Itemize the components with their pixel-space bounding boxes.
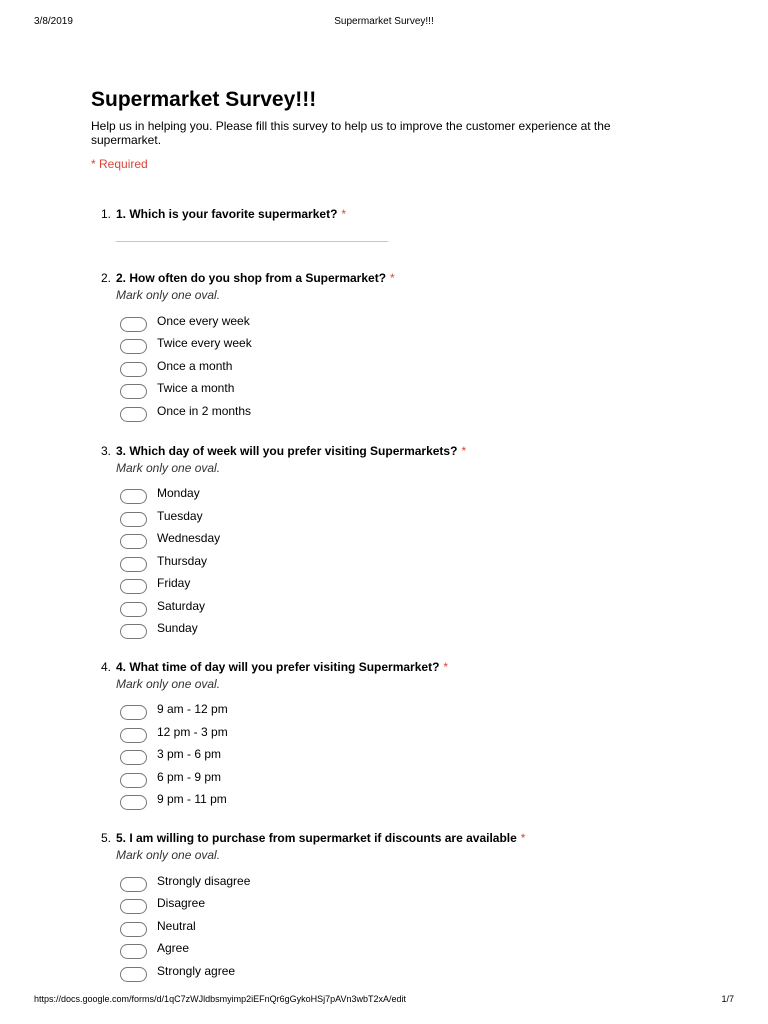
- question-text: 4. What time of day will you prefer visiting Supermarket? *: [116, 660, 449, 674]
- radio-oval[interactable]: [120, 877, 147, 892]
- print-header-date: 3/8/2019: [34, 16, 73, 27]
- option-label: 12 pm - 3 pm: [157, 725, 228, 739]
- question-number: 3.: [100, 444, 111, 458]
- option-label: Strongly disagree: [157, 874, 251, 888]
- radio-oval[interactable]: [120, 317, 147, 332]
- radio-oval[interactable]: [120, 967, 147, 982]
- question-text: 1. Which is your favorite supermarket? *: [116, 207, 347, 221]
- radio-oval[interactable]: [120, 534, 147, 549]
- question-text: 3. Which day of week will you prefer visiting Supermarkets? *: [116, 444, 467, 458]
- option-label: Neutral: [157, 919, 196, 933]
- short-answer-field[interactable]: [116, 241, 388, 242]
- required-star: *: [520, 831, 526, 845]
- option-label: Monday: [157, 486, 200, 500]
- question-hint: Mark only one oval.: [116, 848, 221, 862]
- radio-oval[interactable]: [120, 624, 147, 639]
- option-label: Sunday: [157, 621, 198, 635]
- option-label: 6 pm - 9 pm: [157, 770, 222, 784]
- print-header-title: Supermarket Survey!!!: [334, 16, 434, 27]
- question-hint: Mark only one oval.: [116, 677, 221, 691]
- print-footer-url: https://docs.google.com/forms/d/1qC7zWJldbsmyimp2iEFnQr6gGykoHSj7pAVn3wbT2xA/edit: [34, 994, 406, 1004]
- option-label: Twice every week: [157, 336, 252, 350]
- question-text: 5. I am willing to purchase from supermarket if discounts are available *: [116, 831, 526, 845]
- radio-oval[interactable]: [120, 944, 147, 959]
- question-hint: Mark only one oval.: [116, 288, 221, 302]
- question-number: 1.: [100, 207, 111, 221]
- radio-oval[interactable]: [120, 489, 147, 504]
- radio-oval[interactable]: [120, 602, 147, 617]
- option-label: Tuesday: [157, 509, 203, 523]
- question-hint: Mark only one oval.: [116, 461, 221, 475]
- radio-oval[interactable]: [120, 795, 147, 810]
- option-label: Once every week: [157, 314, 250, 328]
- radio-oval[interactable]: [120, 362, 147, 377]
- question-number: 2.: [100, 271, 111, 285]
- radio-oval[interactable]: [120, 579, 147, 594]
- required-star: *: [341, 207, 347, 221]
- option-label: Twice a month: [157, 381, 235, 395]
- radio-oval[interactable]: [120, 922, 147, 937]
- radio-oval[interactable]: [120, 728, 147, 743]
- form-title: Supermarket Survey!!!: [91, 88, 317, 111]
- required-star: *: [461, 444, 467, 458]
- radio-oval[interactable]: [120, 773, 147, 788]
- required-star: *: [443, 660, 449, 674]
- form-description: Help us in helping you. Please fill this survey to help us to improve the customer experience at the supermarket.: [91, 119, 611, 147]
- option-label: 9 pm - 11 pm: [157, 792, 227, 806]
- radio-oval[interactable]: [120, 407, 147, 422]
- question-text: 2. How often do you shop from a Supermarket? *: [116, 271, 395, 285]
- radio-oval[interactable]: [120, 750, 147, 765]
- option-label: 9 am - 12 pm: [157, 702, 228, 716]
- option-label: Strongly agree: [157, 964, 236, 978]
- question-number: 4.: [100, 660, 111, 674]
- radio-oval[interactable]: [120, 512, 147, 527]
- option-label: Friday: [157, 576, 191, 590]
- radio-oval[interactable]: [120, 384, 147, 399]
- option-label: Thursday: [157, 554, 208, 568]
- option-label: Agree: [157, 941, 190, 955]
- required-star: *: [390, 271, 395, 285]
- radio-oval[interactable]: [120, 705, 147, 720]
- required-note: * Required: [91, 157, 148, 171]
- option-label: Saturday: [157, 599, 206, 613]
- radio-oval[interactable]: [120, 339, 147, 354]
- option-label: Disagree: [157, 896, 206, 910]
- radio-oval[interactable]: [120, 557, 147, 572]
- option-label: Once a month: [157, 359, 233, 373]
- question-number: 5.: [100, 831, 111, 845]
- option-label: 3 pm - 6 pm: [157, 747, 222, 761]
- option-label: Wednesday: [157, 531, 221, 545]
- print-footer-page-number: 1/7: [721, 994, 734, 1004]
- radio-oval[interactable]: [120, 899, 147, 914]
- option-label: Once in 2 months: [157, 404, 252, 418]
